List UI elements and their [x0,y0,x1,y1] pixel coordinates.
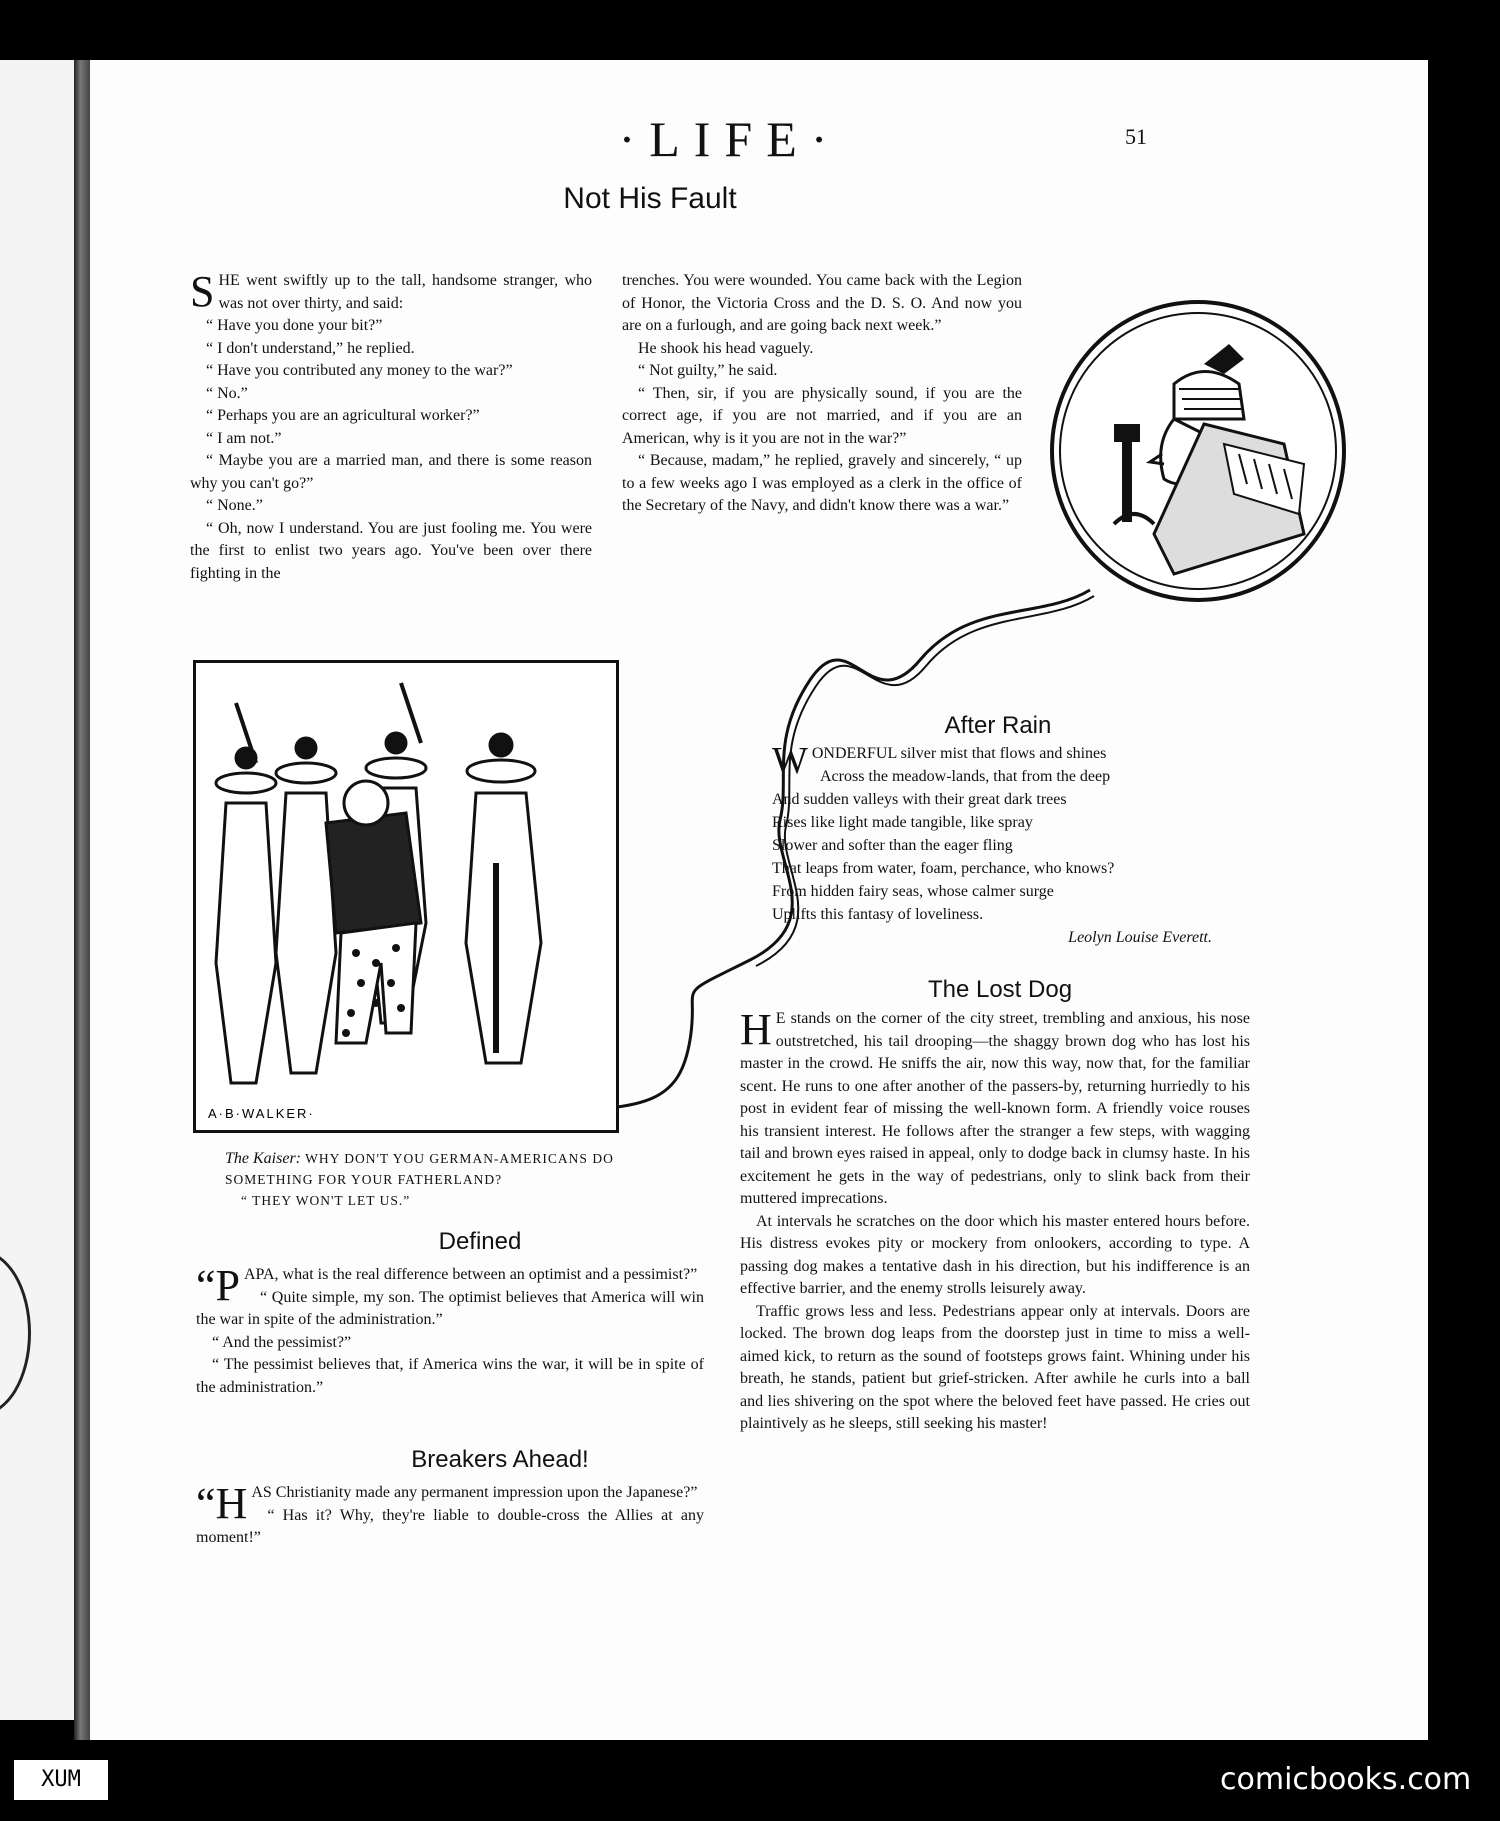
paragraph: “ Because, madam,” he replied, gravely and sincerely, “ up to a few weeks ago I was employed as a clerk in the office of the Secretary of the Navy, and didn't know there was a war.” [622,452,1022,514]
paragraph: “ Quite simple, my son. The optimist believes that America will win the war in spite of the administration.” [196,1288,704,1328]
paragraph: “HAS Christianity made any permanent impression upon the Japanese?” [196,1479,698,1528]
caption-line-2: “ THEY WON'T LET US.” [241,1193,411,1208]
paragraph: “ Not guilty,” he said. [638,362,778,379]
cartoon-illustration [193,660,619,1133]
paragraph: “ None.” [206,497,263,514]
paragraph: “ Have you contributed any money to the war?” [206,362,513,379]
drop-cap: S [190,267,215,316]
poem-line: Rises like light made tangible, like spray [772,814,1033,831]
paragraph: SHE went swiftly up to the tall, handsome stranger, who was not over thirty, and said: [190,267,592,316]
after-rain-poem [772,742,1222,949]
paragraph: He shook his head vaguely. [638,339,814,357]
paragraph: “ The pessimist believes that, if America wins the war, it will be in spite of the administration.” [196,1356,704,1396]
facing-page-illustration [0,1250,31,1416]
drop-cap: “P [196,1261,240,1310]
scan-tag: XUM [14,1760,108,1800]
paragraph: “PAPA, what is the real difference between an optimist and a pessimist?” [196,1261,698,1310]
poem-line: Slower and softer than the eager fling [772,837,1013,854]
not-his-fault-column-2 [622,270,1022,518]
paragraph: “ Has it? Why, they're liable to double-cross the Allies at any moment!” [196,1506,704,1546]
masthead: ·LIFE· [618,111,842,167]
poem-line: That leaps from water, foam, perchance, who knows? [772,860,1115,877]
paragraph: “ Maybe you are a married man, and there is some reason why you can't go?” [190,452,592,492]
paragraph: H E stands on the corner of the city street, trembling and anxious, his nose outstretched, his tail drooping—the shaggy brown dog who has lost his master in the crowd. He sniffs the air, now this way, now that, for the familiar scent. He runs to one after another of the passers-by, returning hurriedly to his post in evident fear of missing the well-known form. A friendly voice rouses his transient interest. He follows after the stranger a few steps, with wagging tail and brown eyes raised in appeal, only to dodge back in clumsy haste. In his excitement he gets in the way of pedestrians, only to slink back from their muttered imprecations. [740,1005,1250,1207]
caption-speaker: The Kaiser: [225,1150,301,1167]
paragraph: “ Then, sir, if you are physically sound, if you are the correct age, if you are not married, and if you are an American, why is it you are not in the war?” [622,384,1022,447]
paragraph: “ I don't understand,” he replied. [206,339,415,357]
paragraph: “ No.” [206,384,248,402]
not-his-fault-column-1 [190,267,592,585]
poem-line: Uplifts this fantasy of loveliness. [772,906,984,923]
page-number: 51 [1125,124,1147,149]
article-title-lost-dog: The Lost Dog [927,976,1073,1003]
drop-cap: H [740,1005,772,1054]
watermark: comicbooks.com [1220,1762,1472,1797]
article-title-breakers-ahead: Breakers Ahead! [411,1446,589,1473]
lost-dog-body [740,1005,1250,1436]
article-title-after-rain: After Rain [944,712,1052,739]
paragraph: “ Oh, now I understand. You are just fooling me. You were the first to enlist two years ago. You've been over there fighting in the [190,519,592,582]
poem-line: And sudden valleys with their great dark trees [772,791,1067,808]
book-spine [74,60,90,1740]
kaiser-medallion-illustration [1050,300,1346,602]
breakers-ahead-body [196,1479,704,1550]
poem-line: WONDERFUL silver mist that flows and shines [772,740,1107,782]
soldiers-drawing [196,663,616,1130]
defined-body [196,1261,704,1399]
paragraph: “ I am not.” [206,429,282,447]
paragraph: “ Have you done your bit?” [206,317,383,334]
cartoon-signature: A·B·WALKER· [208,1106,315,1121]
poem-line: Across the meadow-lands, that from the deep [820,768,1111,785]
cartoon-caption [225,1148,645,1211]
article-title-defined: Defined [438,1228,522,1255]
paragraph: “ And the pessimist?” [212,1333,352,1351]
paragraph: “ Perhaps you are an agricultural worker?” [206,407,480,424]
article-title-not-his-fault: Not His Fault [563,182,737,215]
kaiser-telephone-drawing [1054,304,1342,598]
paragraph: At intervals he scratches on the door which his master entered hours before. His distress evokes pity or mockery from onlookers, according to type. A passing dog makes a tentative dash in his direction, but his indifference is an effective barrier, and the enemy strolls leisurely away. [740,1212,1250,1297]
poem-author: Leolyn Louise Everett. [1068,929,1212,946]
poem-line: From hidden fairy seas, whose calmer surge [772,883,1054,900]
caption-line-1: WHY DON'T YOU GERMAN-AMERICANS DO SOMETHING FOR YOUR FATHERLAND? [225,1151,614,1187]
drop-cap: W [772,740,808,782]
paragraph: Traffic grows less and less. Pedestrians appear only at intervals. Doors are locked. The brown dog leaps from the doorstep just in time to miss a well-aimed kick, to return as the sound of footsteps grows faint. Whining under his breath, he stands, patient but grief-stricken. After awhile he curls into a ball and lies shivering on the spot where the beloved feet have passed. He cries out plaintively as he sleeps, still seeking his master! [740,1302,1250,1432]
drop-cap: “H [196,1479,248,1528]
paragraph: trenches. You were wounded. You came back with the Legion of Honor, the Victoria Cross and the D. S. O. And now you are on a furlough, and are going back next week.” [622,272,1022,334]
